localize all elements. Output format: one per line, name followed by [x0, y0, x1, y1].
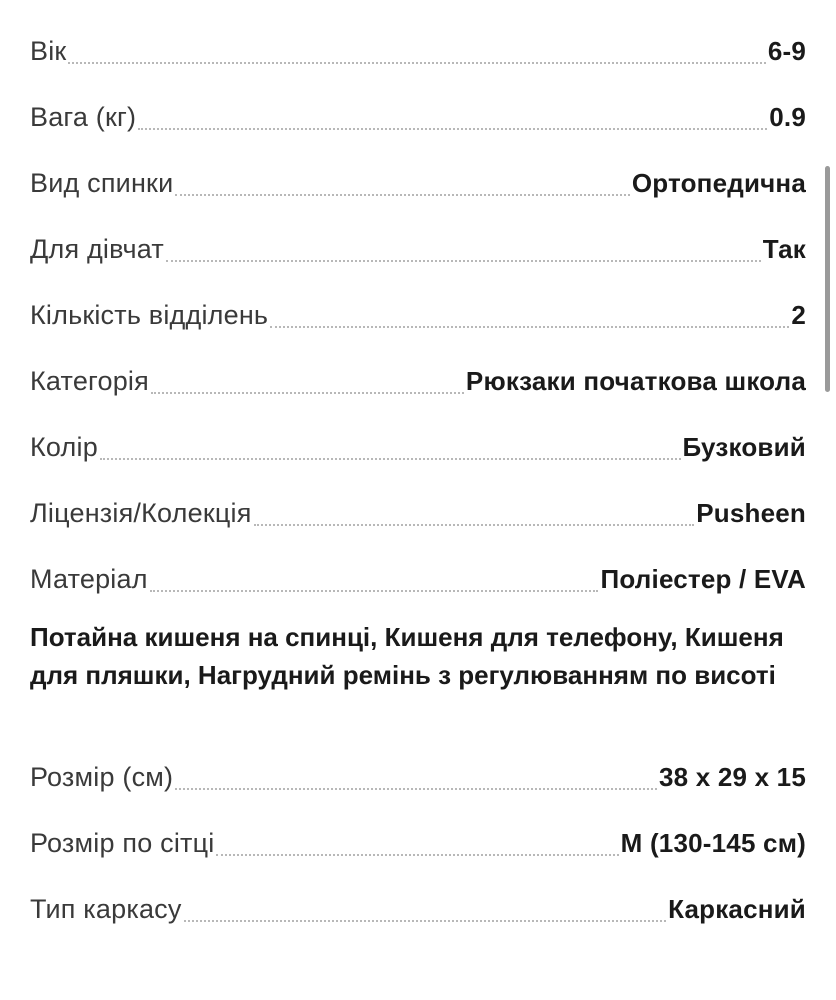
spec-row-color [30, 432, 806, 472]
spec-row-compartments [30, 300, 806, 340]
spec-value: 6-9 [767, 36, 806, 66]
dotted-leader [100, 458, 681, 460]
spec-label: Матеріал [30, 564, 148, 594]
dotted-leader [68, 62, 765, 64]
dotted-leader [270, 326, 789, 328]
scrollbar-thumb[interactable] [825, 166, 830, 392]
spec-label: Для дівчат [30, 234, 164, 264]
spec-label: Вага (кг) [30, 102, 137, 132]
spec-value: Каркасний [668, 894, 806, 924]
spec-label: Кількість відділень [30, 300, 269, 330]
dotted-leader [175, 194, 629, 196]
dotted-leader [254, 524, 695, 526]
spec-row-material [30, 564, 806, 604]
spec-value: 0.9 [769, 102, 806, 132]
dotted-leader [216, 854, 618, 856]
spec-row-category [30, 366, 806, 406]
spec-label: Колір [30, 432, 98, 462]
spec-row-size [30, 762, 806, 802]
spec-value: Бузковий [682, 432, 806, 462]
features-text: Потайна кишеня на спинці, Кишеня для телефону, Кишеня для пляшки, Нагрудний ремінь з регулюванням по висоті [30, 622, 784, 690]
spec-row-for-girls [30, 234, 806, 274]
dotted-leader [166, 260, 761, 262]
spec-value: Так [762, 234, 806, 264]
spec-value: Pusheen [696, 498, 806, 528]
spec-label: Вік [30, 36, 67, 66]
spec-row-frame-type [30, 894, 806, 934]
spec-value: 2 [791, 300, 806, 330]
dotted-leader [151, 392, 464, 394]
spec-value: Рюкзаки початкова школа [465, 366, 806, 396]
spec-value: Поліестер / EVA [600, 564, 806, 594]
spec-row-weight [30, 102, 806, 142]
dotted-leader [184, 920, 666, 922]
spec-row-age [30, 36, 806, 76]
spec-label: Розмір по сітці [30, 828, 215, 858]
spec-label: Розмір (см) [30, 762, 174, 792]
spec-row-grid-size [30, 828, 806, 868]
dotted-leader [150, 590, 599, 592]
spec-value: Ортопедична [631, 168, 806, 198]
spec-label: Категорія [30, 366, 149, 396]
spec-label: Вид спинки [30, 168, 174, 198]
spec-label: Ліцензія/Колекція [30, 498, 252, 528]
dotted-leader [175, 788, 657, 790]
spec-row-license [30, 498, 806, 538]
spec-value: 38 х 29 х 15 [659, 762, 806, 792]
dotted-leader [138, 128, 767, 130]
spec-label: Тип каркасу [30, 894, 182, 924]
spec-row-back-type [30, 168, 806, 208]
spec-value: M (130-145 см) [620, 828, 806, 858]
